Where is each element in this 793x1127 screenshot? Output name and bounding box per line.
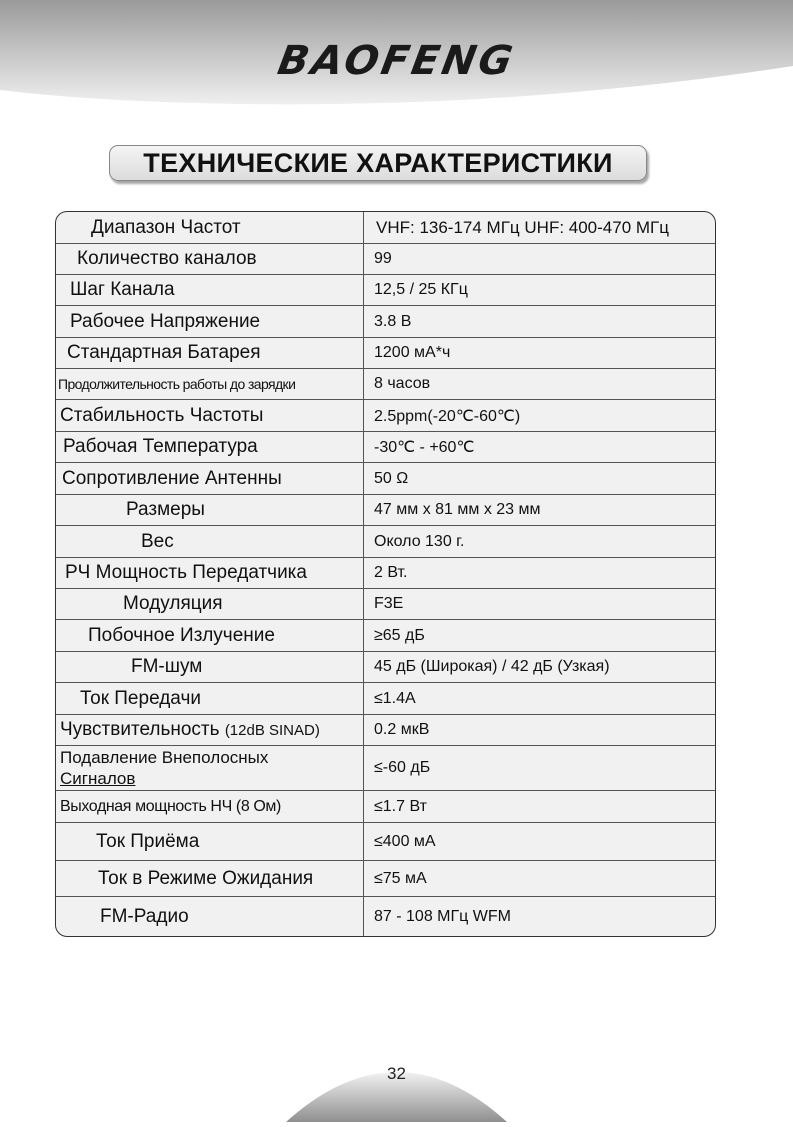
spec-value: 99: [374, 250, 392, 267]
spec-value: 3.8 В: [374, 312, 412, 330]
spec-value: ≤400 мА: [374, 832, 436, 850]
table-row: [56, 306, 715, 338]
page-number: 32: [387, 1064, 406, 1083]
spec-value: VHF: 136-174 МГц UHF: 400-470 МГц: [376, 217, 669, 237]
spec-label-wrapper: [56, 715, 364, 745]
spec-label: Чувствительность: [60, 719, 220, 740]
section-title-box: [109, 145, 647, 181]
spec-label: Продолжительность работы до зарядки: [56, 369, 364, 399]
table-row: [56, 275, 715, 306]
spec-label-line2: Сигналов: [60, 769, 136, 788]
spec-value: Около 130 г.: [374, 532, 465, 550]
spec-label: Ток Передачи: [56, 683, 364, 714]
table-row: [56, 683, 715, 715]
spec-table: [55, 211, 716, 937]
spec-label: Выходная мощность НЧ (8 Ом): [56, 791, 364, 822]
table-row: [56, 338, 715, 369]
table-row: [56, 823, 715, 861]
spec-label: Размеры: [56, 495, 364, 525]
table-row: [56, 244, 715, 275]
spec-value: F3E: [374, 595, 404, 612]
table-row: [56, 652, 715, 683]
table-row: [56, 589, 715, 620]
spec-label: FM-шум: [56, 652, 364, 682]
spec-value: 45 дБ (Широкая) / 42 дБ (Узкая): [374, 658, 610, 675]
spec-label: Количество каналов: [56, 244, 364, 274]
spec-label: РЧ Мощность Передатчика: [56, 558, 364, 588]
spec-value: ≤75 мА: [374, 869, 427, 887]
table-row: [56, 463, 715, 495]
table-row: [56, 620, 715, 652]
spec-label: Сопротивление Антенны: [56, 463, 364, 494]
spec-value: 1200 мА*ч: [374, 344, 451, 361]
spec-value: 12,5 / 25 КГц: [374, 281, 468, 298]
spec-label: Диапазон Частот: [56, 212, 364, 243]
table-row: [56, 746, 715, 791]
spec-label: Побочное Излучение: [56, 620, 364, 651]
spec-value: ≤-60 дБ: [374, 759, 431, 776]
spec-value: 2.5ppm(-20℃-60℃): [374, 407, 521, 425]
spec-label-wrapper: [56, 746, 364, 790]
table-row: [56, 369, 715, 400]
spec-value: 2 Вт.: [374, 564, 408, 581]
spec-value: 87 - 108 МГц WFM: [374, 907, 511, 925]
spec-label: Шаг Канала: [56, 275, 364, 305]
spec-value: -30℃ - +60℃: [374, 439, 475, 456]
table-row: [56, 861, 715, 897]
table-row: [56, 715, 715, 746]
table-row: [56, 791, 715, 823]
spec-label: Ток Приёма: [56, 823, 364, 860]
table-row: [56, 897, 715, 936]
spec-value: 8 часов: [374, 375, 431, 392]
spec-value: ≤1.4A: [374, 689, 416, 707]
table-row: [56, 526, 715, 558]
table-row: [56, 495, 715, 526]
spec-label: Подавление Внеполосных: [60, 748, 269, 767]
spec-label: Модуляция: [56, 589, 364, 619]
table-row: [56, 432, 715, 463]
spec-value: 50 Ω: [374, 469, 409, 487]
spec-value: 47 мм x 81 мм x 23 мм: [374, 501, 541, 518]
table-row: [56, 400, 715, 432]
spec-value: ≤1.7 Вт: [374, 797, 427, 815]
spec-label-suffix: (12dB SINAD): [224, 721, 320, 739]
page-title: ТЕХНИЧЕСКИЕ ХАРАКТЕРИСТИКИ: [143, 147, 613, 178]
spec-label: Стандартная Батарея: [56, 338, 364, 368]
brand-logo: BAOFENG: [274, 38, 519, 84]
spec-label: Вес: [56, 526, 364, 557]
spec-value: ≥65 дБ: [374, 626, 425, 644]
spec-label: Рабочее Напряжение: [56, 306, 364, 337]
table-row: [56, 212, 715, 244]
spec-label: FM-Радио: [56, 897, 364, 936]
spec-label: Рабочая Температура: [56, 432, 364, 462]
spec-label: Стабильность Частоты: [56, 400, 364, 431]
table-row: [56, 558, 715, 589]
spec-label: Ток в Режиме Ожидания: [56, 861, 364, 896]
spec-value: 0.2 мкВ: [374, 721, 430, 738]
